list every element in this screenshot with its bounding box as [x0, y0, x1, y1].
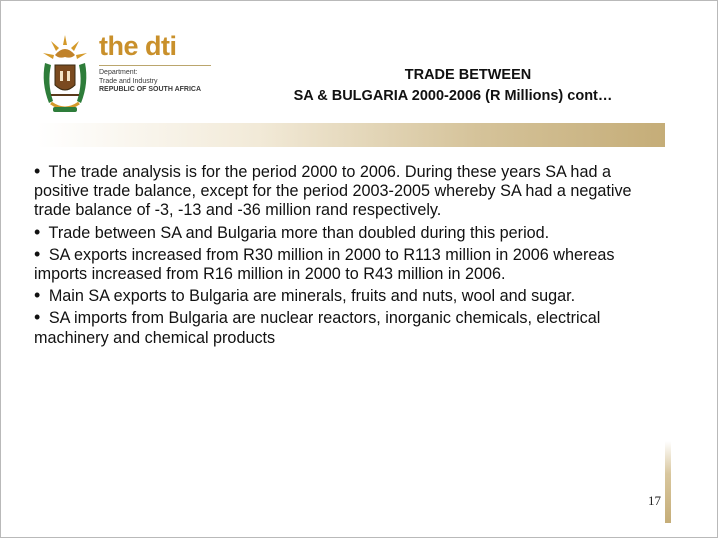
slide-body [34, 162, 662, 350]
header-gradient-bar [37, 123, 665, 147]
brand-divider [99, 65, 211, 66]
bullet-icon: • [34, 221, 41, 242]
slide-title [233, 65, 673, 107]
bullet-icon: • [34, 285, 41, 306]
brand-the: the [99, 31, 138, 61]
footer-gradient-bar [665, 441, 671, 523]
bullet-paragraph [34, 286, 662, 306]
title-line-1: TRADE BETWEEN [404, 67, 532, 83]
bullet-paragraph [34, 223, 662, 243]
dti-logo [37, 27, 217, 117]
dept-line-3: REPUBLIC OF SOUTH AFRICA [99, 86, 202, 93]
brand-dti: dti [145, 31, 177, 61]
paragraph-text: Trade between SA and Bulgaria more than doubled during this period. [48, 223, 550, 242]
bullet-paragraph [34, 245, 662, 284]
paragraph-text: Main SA exports to Bulgaria are minerals, fruits and nuts, wool and sugar. [48, 287, 576, 306]
coat-of-arms-icon [37, 33, 93, 117]
bullet-icon: • [34, 161, 41, 181]
bullet-icon: • [34, 307, 41, 328]
paragraph-text: SA exports increased from R30 million in 2000 to R113 million in 2006 whereas imports increased from R16 million in 2000 to R43 million in 2006. [34, 245, 615, 284]
dept-line-1: Department: [99, 69, 138, 76]
dept-line-2: Trade and Industry [99, 77, 158, 85]
bullet-icon: • [34, 243, 41, 264]
title-line-2: SA & BULGARIA 2000-2006 (R Millions) cont… [293, 88, 613, 104]
department-label [99, 69, 219, 95]
page-number: 17 [648, 493, 661, 508]
paragraph-text: The trade analysis is for the period 2000 to 2006. During these years SA had a positive trade balance, except for the period 2003-2005 whereby SA had a negative trade balance of -3, -13 and -36 million rand respectively. [34, 163, 632, 220]
bullet-paragraph [34, 308, 662, 347]
bullet-paragraph [34, 162, 662, 221]
paragraph-text: SA imports from Bulgaria are nuclear reactors, inorganic chemicals, electrical machinery and chemical products [34, 309, 601, 347]
brand-wordmark [99, 31, 177, 62]
